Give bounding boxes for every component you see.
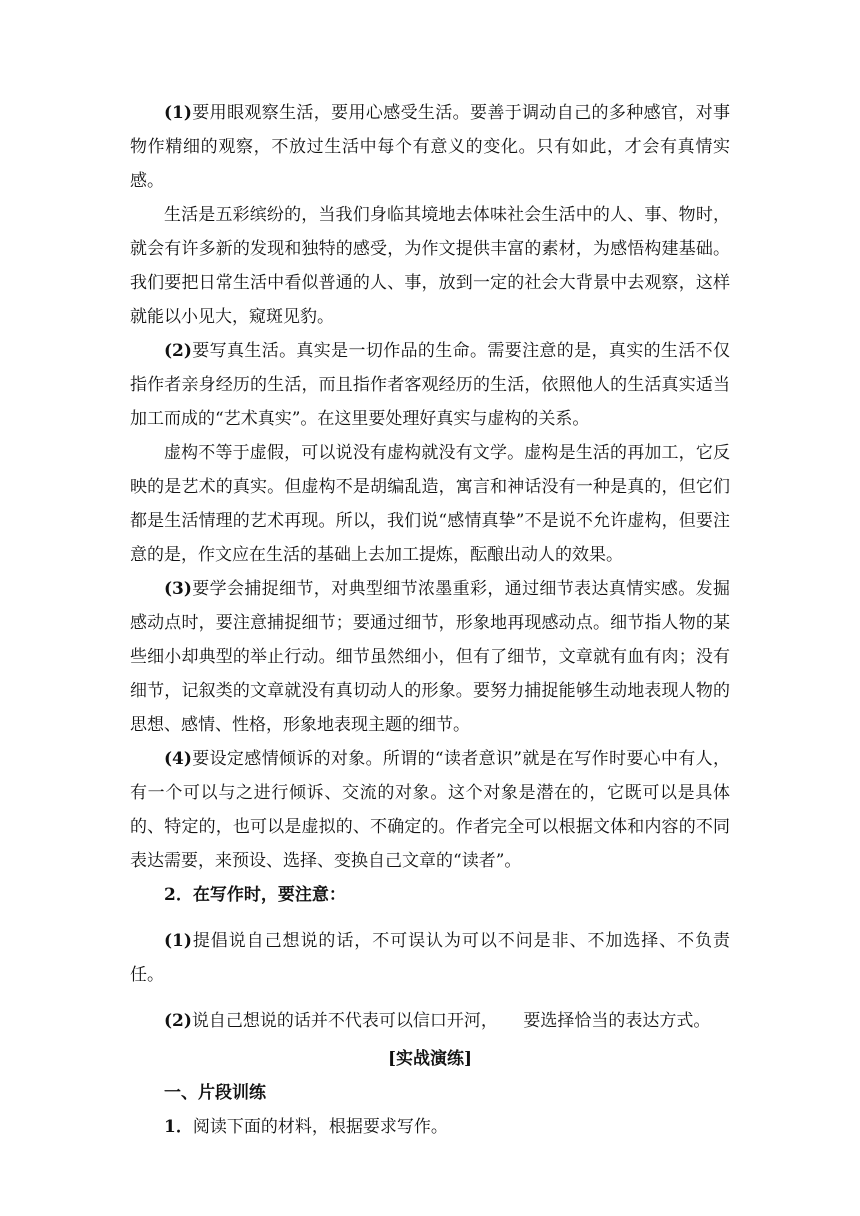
document-page: [130, 96, 730, 1144]
paragraph-5-text: 要学会捕捉细节，对典型细节浓墨重彩，通过细节表达真情实感。发掘感动点时，要注意捕捉细节；要通过细节，形象地再现感动点。细节指人物的某些细小却典型的举止行动。细节虽然细小，但有了细节，文章就有血有肉；没有细节，记叙类的文章就没有真切动人的形象。要努力捕捉能够生动地表现人物的思想、感情、性格，形象地表现主题的细节。: [130, 579, 730, 735]
paragraph-2: [130, 198, 730, 334]
point-2-item-1-text: 提倡说自己想说的话，不可误认为可以不问是非、不加选择、不负责任。: [130, 931, 730, 985]
paragraph-6: [130, 742, 730, 878]
paragraph-5-lead: (3): [164, 579, 192, 599]
paragraph-3: [130, 334, 730, 436]
point-2-heading: 2．在写作时，要注意：: [164, 885, 346, 905]
task-1-lead: 1．: [164, 1117, 193, 1137]
paragraph-6-text: 要设定感情倾诉的对象。所谓的“读者意识”就是在写作时要心中有人，有一个可以与之进行倾诉、交流的对象。这个对象是潜在的，它既可以是具体的、特定的，也可以是虚拟的、不确定的。作者完全可以根据文体和内容的不同表达需要，来预设、选择、变换自己文章的“读者”。: [130, 749, 730, 871]
task-1: [130, 1110, 730, 1144]
paragraph-1-lead: (1): [164, 103, 192, 123]
paragraph-4: [130, 436, 730, 572]
point-2-item-2-lead: (2): [164, 1011, 192, 1031]
point-2-item-2: [130, 1004, 730, 1038]
paragraph-4-text: 虚构不等于虚假，可以说没有虚构就没有文学。虚构是生活的再加工，它反映的是艺术的真实。但虚构不是胡编乱造，寓言和神话没有一种是真的，但它们都是生活情理的艺术再现。所以，我们说“感情真挚”不是说不允许虚构，但要注意的是，作文应在生活的基础上去加工提炼，酝酿出动人的效果。: [130, 443, 730, 565]
point-2-item-2-text: 说自己想说的话并不代表可以信口开河， 要选择恰当的表达方式。: [191, 1011, 711, 1031]
paragraph-2-text: 生活是五彩缤纷的，当我们身临其境地去体味社会生活中的人、事、物时，就会有许多新的发现和独特的感受，为作文提供丰富的素材，为感悟构建基础。我们要把日常生活中看似普通的人、事，放到一定的社会大背景中去观察，这样就能以小见大，窥斑见豹。: [130, 205, 730, 327]
paragraph-1: [130, 96, 730, 198]
paragraph-1-text: 要用眼观察生活，要用心感受生活。要善于调动自己的多种感官，对事物作精细的观察，不放过生活中每个有意义的变化。只有如此，才会有真情实感。: [130, 103, 730, 191]
point-2-item-1-lead: (1): [164, 931, 192, 951]
paragraph-3-lead: (2): [164, 341, 192, 361]
paragraph-5: [130, 572, 730, 742]
section-1-heading: 一、片段训练: [164, 1083, 266, 1103]
paragraph-6-lead: (4): [164, 749, 192, 769]
task-1-text: 阅读下面的材料，根据要求写作。: [192, 1117, 448, 1137]
practice-title: [实战演练]: [387, 1049, 473, 1069]
point-2-item-1: [130, 924, 730, 992]
paragraph-3-text: 要写真生活。真实是一切作品的生命。需要注意的是，真实的生活不仅指作者亲身经历的生活，而且指作者客观经历的生活，依照他人的生活真实适当加工而成的“艺术真实”。在这里要处理好真实与虚构的关系。: [130, 341, 730, 429]
